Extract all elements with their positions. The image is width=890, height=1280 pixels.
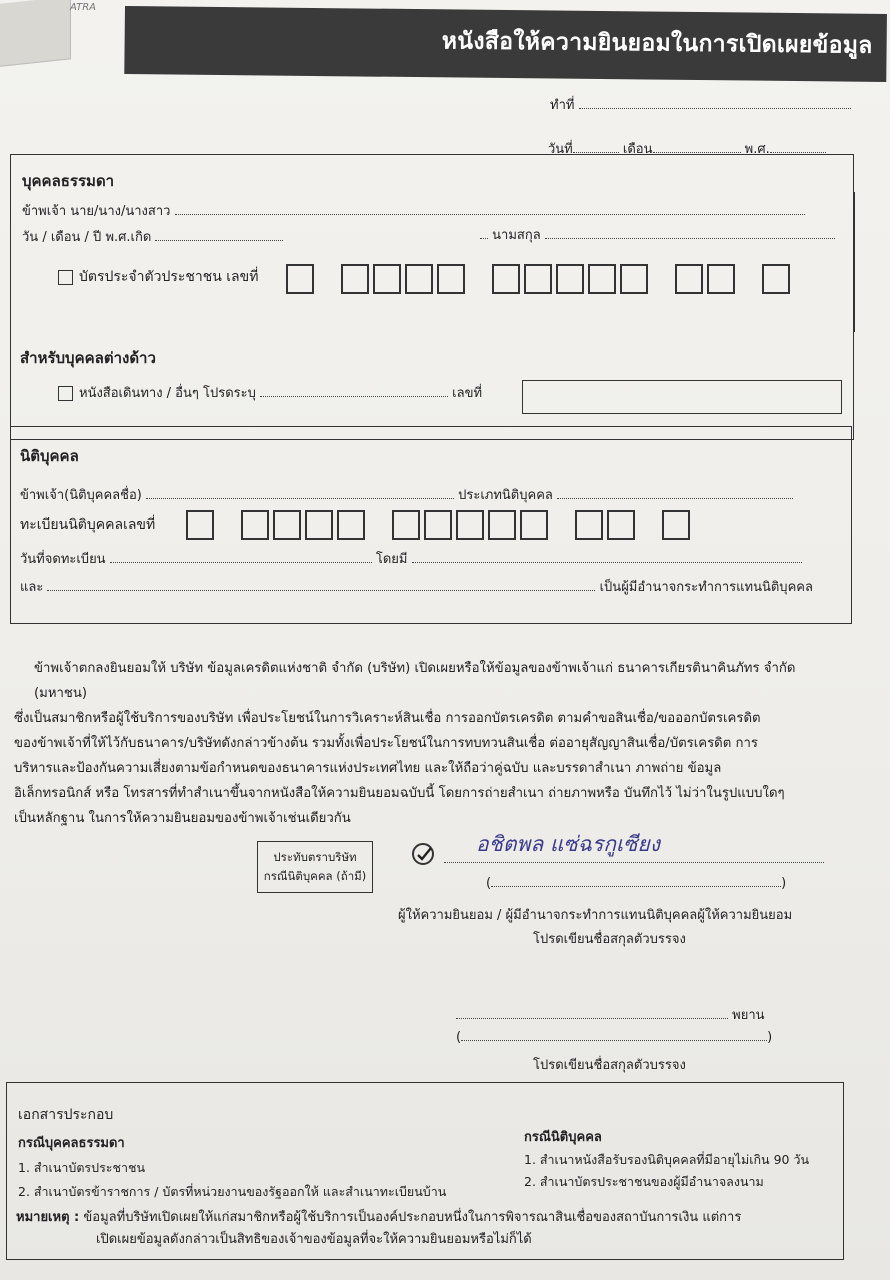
juristic-doc-item: 2. สำเนาบัตรประชาชนของผู้มีอำนาจลงนาม bbox=[524, 1174, 764, 1189]
juristic-type-label: ประเภทนิติบุคคล bbox=[458, 488, 553, 503]
place-label: ทำที่ bbox=[550, 98, 575, 113]
signer-role: ผู้ให้ความยินยอม / ผู้มีอำนาจกระทำการแทนนิติบุคคลผู้ให้ความยินยอม bbox=[398, 908, 793, 923]
id-digit-box[interactable] bbox=[405, 264, 433, 294]
reg-date-field[interactable] bbox=[110, 562, 372, 563]
month-field[interactable] bbox=[653, 152, 741, 153]
juristic-name-row bbox=[20, 484, 793, 505]
stamp-line1: ประทับตราบริษัท bbox=[273, 850, 357, 864]
note-row bbox=[16, 1206, 741, 1227]
place-field[interactable] bbox=[579, 108, 851, 109]
passport-number-label: เลขที่ bbox=[452, 386, 483, 401]
id-number-boxes[interactable] bbox=[286, 264, 794, 294]
surname-field[interactable] bbox=[545, 238, 835, 239]
individual-name-field[interactable] bbox=[175, 214, 805, 215]
individual-doc-item: 1. สำเนาบัตรประชาชน bbox=[18, 1160, 146, 1175]
date-label: วันที่ bbox=[548, 142, 573, 157]
reg-digit-box[interactable] bbox=[456, 510, 484, 540]
reg-digit-box[interactable] bbox=[575, 510, 603, 540]
id-digit-box[interactable] bbox=[762, 264, 790, 294]
passport-number-field[interactable] bbox=[522, 380, 842, 414]
surname-row bbox=[480, 224, 835, 245]
consent-line: ของข้าพเจ้าที่ให้ไว้กับธนาคาร/บริษัทดังกล่าวข้างต้น รวมทั้งเพื่อประโยชน์ในการทบทวนสินเชื่อ ต่ออายุสัญญาสินเชื่อ/บัตรเครดิต การ bbox=[14, 736, 758, 751]
year-label: พ.ศ. bbox=[744, 142, 770, 157]
consent-paragraph bbox=[14, 656, 840, 831]
attachments-heading: เอกสารประกอบ bbox=[18, 1107, 114, 1123]
witness-print-note: โปรดเขียนชื่อสกุลตัวบรรจง bbox=[533, 1058, 686, 1073]
id-digit-box[interactable] bbox=[556, 264, 584, 294]
page-corner-fold bbox=[0, 0, 71, 67]
birth-row bbox=[22, 226, 283, 247]
witness-open-paren: ( bbox=[456, 1030, 462, 1045]
individual-name-row bbox=[22, 200, 805, 221]
checkmark-icon bbox=[412, 843, 434, 865]
reg-digit-box[interactable] bbox=[607, 510, 635, 540]
id-digit-box[interactable] bbox=[675, 264, 703, 294]
individual-heading: บุคคลธรรมดา bbox=[22, 172, 115, 190]
corner-mark: ATRA bbox=[70, 2, 97, 13]
note-line1: ข้อมูลที่บริษัทเปิดเผยให้แก่สมาชิกหรือผู้ใช้บริการเป็นองค์ประกอบหนึ่งในการพิจารณาสินเชื่อของสถาบันการเงิน แต่การ bbox=[83, 1210, 742, 1225]
birth-label: วัน / เดือน / ปี พ.ศ.เกิด bbox=[22, 230, 152, 245]
individual-name-label: ข้าพเจ้า นาย/นาง/นางสาว bbox=[22, 204, 171, 219]
reg-date-label: วันที่จดทะเบียน bbox=[20, 552, 106, 567]
and-field[interactable] bbox=[47, 590, 595, 591]
authorized-label: เป็นผู้มีอำนาจกระทำการแทนนิติบุคคล bbox=[599, 580, 813, 595]
signer-name-field[interactable] bbox=[491, 886, 781, 887]
juristic-docs-heading: กรณีนิติบุคคล bbox=[524, 1130, 602, 1145]
passport-checkbox[interactable] bbox=[58, 386, 73, 401]
juristic-type-field[interactable] bbox=[557, 498, 793, 499]
id-digit-box[interactable] bbox=[620, 264, 648, 294]
company-stamp-box[interactable] bbox=[257, 841, 373, 893]
reg-digit-box[interactable] bbox=[241, 510, 269, 540]
close-paren: ) bbox=[781, 876, 787, 891]
reg-digit-box[interactable] bbox=[305, 510, 333, 540]
consent-line: อิเล็กทรอนิกส์ หรือ โทรสารที่ทำสำเนาขึ้นจากหนังสือให้ความยินยอมฉบับนี้ โดยการถ่ายสำเนา ถ่ายภาพหรือ บันทึกไว้ ไม่ว่าในรูปแบบใดๆ bbox=[14, 786, 785, 801]
juristic-name-field[interactable] bbox=[146, 498, 454, 499]
id-card-row bbox=[58, 266, 258, 288]
witness-name-field[interactable] bbox=[461, 1040, 767, 1041]
open-paren: ( bbox=[486, 876, 492, 891]
passport-label: หนังสือเดินทาง / อื่นๆ โปรดระบุ bbox=[79, 386, 256, 401]
consent-line: เป็นหลักฐาน ในการให้ความยินยอมของข้าพเจ้าเช่นเดียวกัน bbox=[14, 811, 351, 826]
witness-label: พยาน bbox=[732, 1008, 765, 1023]
by-label: โดยมี bbox=[375, 552, 408, 567]
individual-docs-heading: กรณีบุคคลธรรมดา bbox=[18, 1136, 125, 1151]
witness-close-paren: ) bbox=[767, 1030, 773, 1045]
reg-digit-box[interactable] bbox=[424, 510, 452, 540]
id-digit-box[interactable] bbox=[588, 264, 616, 294]
reg-digit-box[interactable] bbox=[520, 510, 548, 540]
id-digit-box[interactable] bbox=[492, 264, 520, 294]
reg-no-label: ทะเบียนนิติบุคคลเลขที่ bbox=[20, 517, 156, 533]
place-row bbox=[550, 94, 851, 115]
title-banner bbox=[124, 6, 887, 82]
signature-line[interactable] bbox=[444, 862, 824, 863]
consent-line: ข้าพเจ้าตกลงยินยอมให้ บริษัท ข้อมูลเครดิตแห่งชาติ จำกัด (บริษัท) เปิดเผยหรือให้ข้อมูลของข้าพเจ้าแก่ ธนาคารเกียรตินาคินภัทร จำกัด (มหาชน) bbox=[34, 661, 796, 701]
id-digit-box[interactable] bbox=[286, 264, 314, 294]
note-label: หมายเหตุ : bbox=[16, 1210, 80, 1225]
stamp-line2: กรณีนิติบุคคล (ถ้ามี) bbox=[263, 869, 367, 883]
reg-digit-box[interactable] bbox=[662, 510, 690, 540]
id-digit-box[interactable] bbox=[524, 264, 552, 294]
form-title: หนังสือให้ความยินยอมในการเปิดเผยข้อมูล bbox=[441, 28, 873, 59]
id-digit-box[interactable] bbox=[437, 264, 465, 294]
reg-digit-box[interactable] bbox=[392, 510, 420, 540]
birth-field[interactable] bbox=[155, 240, 283, 241]
passport-row bbox=[58, 382, 482, 403]
juristic-doc-item: 1. สำเนาหนังสือรับรองนิติบุคคลที่มีอายุไม่เกิน 90 วัน bbox=[524, 1152, 810, 1167]
signer-print-note: โปรดเขียนชื่อสกุลตัวบรรจง bbox=[533, 932, 686, 947]
consent-line: ซึ่งเป็นสมาชิกหรือผู้ใช้บริการของบริษัท เพื่อประโยชน์ในการวิเคราะห์สินเชื่อ การออกบัตรเครดิต ตามคำขอสินเชื่อ/ขอออกบัตรเครดิต bbox=[14, 711, 761, 726]
signer-name-row bbox=[486, 876, 786, 891]
note-line2: เปิดเผยข้อมูลดังกล่าวเป็นสิทธิของเจ้าของข้อมูลที่จะให้ความยินยอมหรือไม่ก็ได้ bbox=[96, 1232, 532, 1247]
and-label: และ bbox=[20, 580, 44, 595]
id-card-label: บัตรประจำตัวประชาชน เลขที่ bbox=[79, 269, 259, 285]
surname-lead bbox=[480, 238, 488, 239]
id-card-checkbox[interactable] bbox=[58, 270, 73, 285]
and-row bbox=[20, 576, 813, 597]
reg-digit-box[interactable] bbox=[488, 510, 516, 540]
id-digit-box[interactable] bbox=[373, 264, 401, 294]
reg-number-boxes[interactable] bbox=[186, 510, 694, 540]
month-label: เดือน bbox=[622, 142, 653, 157]
day-field[interactable] bbox=[573, 152, 619, 153]
handwritten-signature: อชิตพล แซ่ฉรกูเซียง bbox=[476, 832, 660, 856]
reg-digit-box[interactable] bbox=[337, 510, 365, 540]
foreigner-heading: สำหรับบุคคลต่างด้าว bbox=[20, 349, 156, 367]
consent-line: บริหารและป้องกันความเสี่ยงตามข้อกำหนดของธนาคารแห่งประเทศไทย และให้ถือว่าคู่ฉบับ และบรรดาสำเนา ภาพถ่าย ข้อมูล bbox=[14, 761, 722, 776]
reg-date-row bbox=[20, 548, 802, 569]
witness-name-row bbox=[456, 1030, 772, 1045]
year-field[interactable] bbox=[770, 152, 826, 153]
witness-signature-field[interactable] bbox=[456, 1018, 728, 1019]
passport-type-field[interactable] bbox=[260, 396, 448, 397]
id-digit-box[interactable] bbox=[707, 264, 735, 294]
by-field[interactable] bbox=[412, 562, 802, 563]
witness-row bbox=[456, 1004, 765, 1025]
surname-label: นามสกุล bbox=[492, 228, 541, 243]
reg-digit-box[interactable] bbox=[273, 510, 301, 540]
reg-digit-box[interactable] bbox=[186, 510, 214, 540]
individual-doc-item: 2. สำเนาบัตรข้าราชการ / บัตรที่หน่วยงานของรัฐออกให้ และสำเนาทะเบียนบ้าน bbox=[18, 1184, 447, 1199]
juristic-name-label: ข้าพเจ้า(นิติบุคคลชื่อ) bbox=[20, 488, 142, 503]
juristic-heading: นิติบุคคล bbox=[20, 447, 79, 465]
id-digit-box[interactable] bbox=[341, 264, 369, 294]
